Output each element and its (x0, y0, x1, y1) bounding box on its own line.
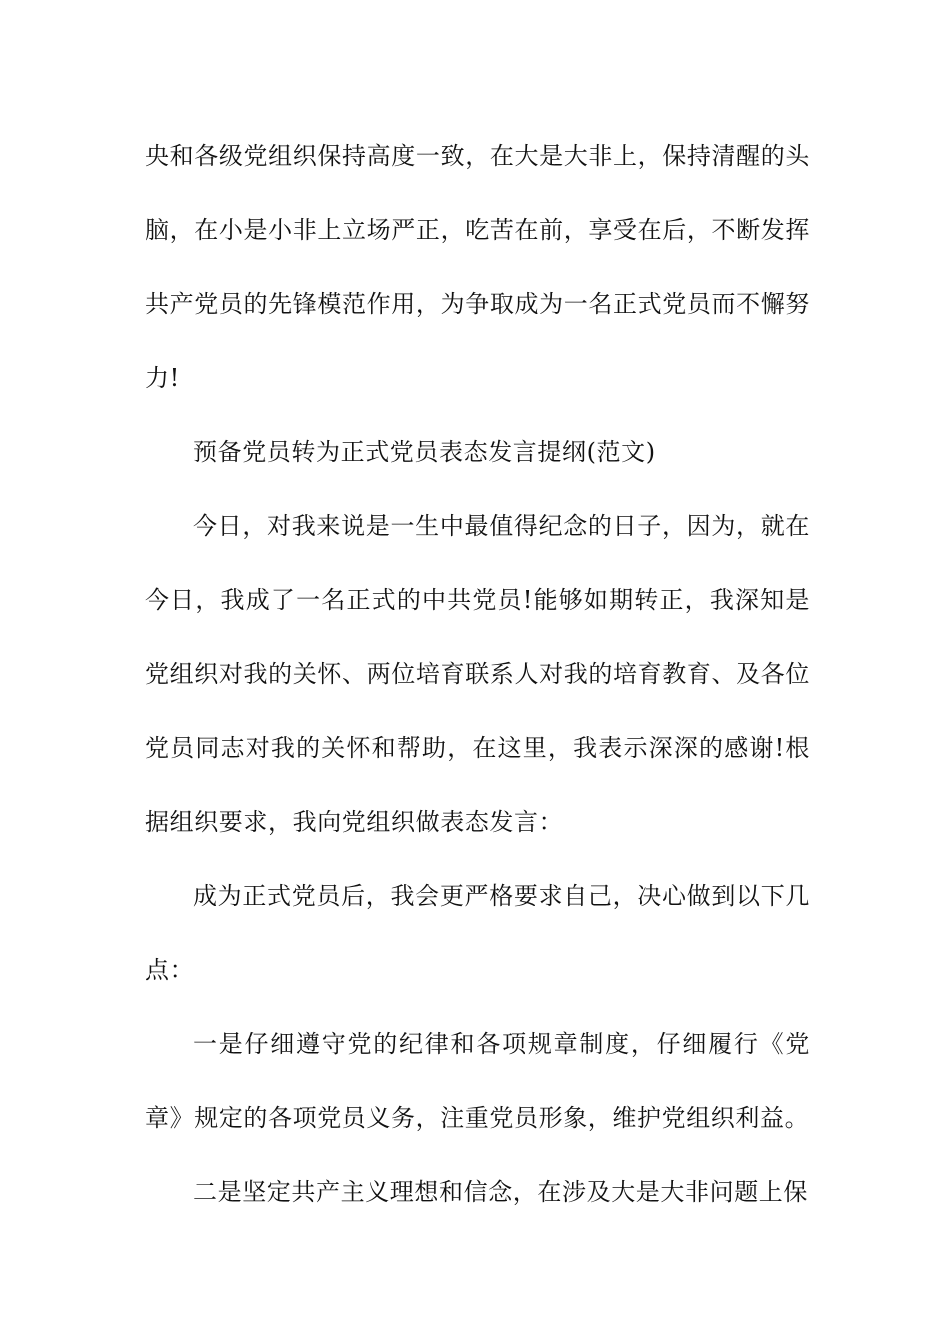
paragraph-continuation: 央和各级党组织保持高度一致，在大是大非上，保持清醒的头脑，在小是小非上立场严正，吃苦在前，享受在后，不断发挥共产党员的先锋模范作用，为争取成为一名正式党员而不懈努力! (145, 142, 810, 392)
paragraph-resolution: 成为正式党员后，我会更严格要求自己，决心做到以下几点： (145, 882, 810, 984)
paragraph-intro: 今日，对我来说是一生中最值得纪念的日子，因为，就在今日，我成了一名正式的中共党员!能够如期转正，我深知是党组织对我的关怀、两位培育联系人对我的培育教育、及各位党员同志对我的关怀和帮助，在这里，我表示深深的感谢!根据组织要求，我向党组织做表态发言： (145, 512, 810, 836)
document-body (145, 119, 810, 1229)
paragraph-point-two: 二是坚定共产主义理想和信念，在涉及大是大非问题上保 (193, 1178, 808, 1206)
paragraph-point-one: 一是仔细遵守党的纪律和各项规章制度，仔细履行《党章》规定的各项党员义务，注重党员形象，维护党组织利益。 (145, 1030, 810, 1132)
paragraph-heading: 预备党员转为正式党员表态发言提纲(范文) (193, 438, 656, 466)
